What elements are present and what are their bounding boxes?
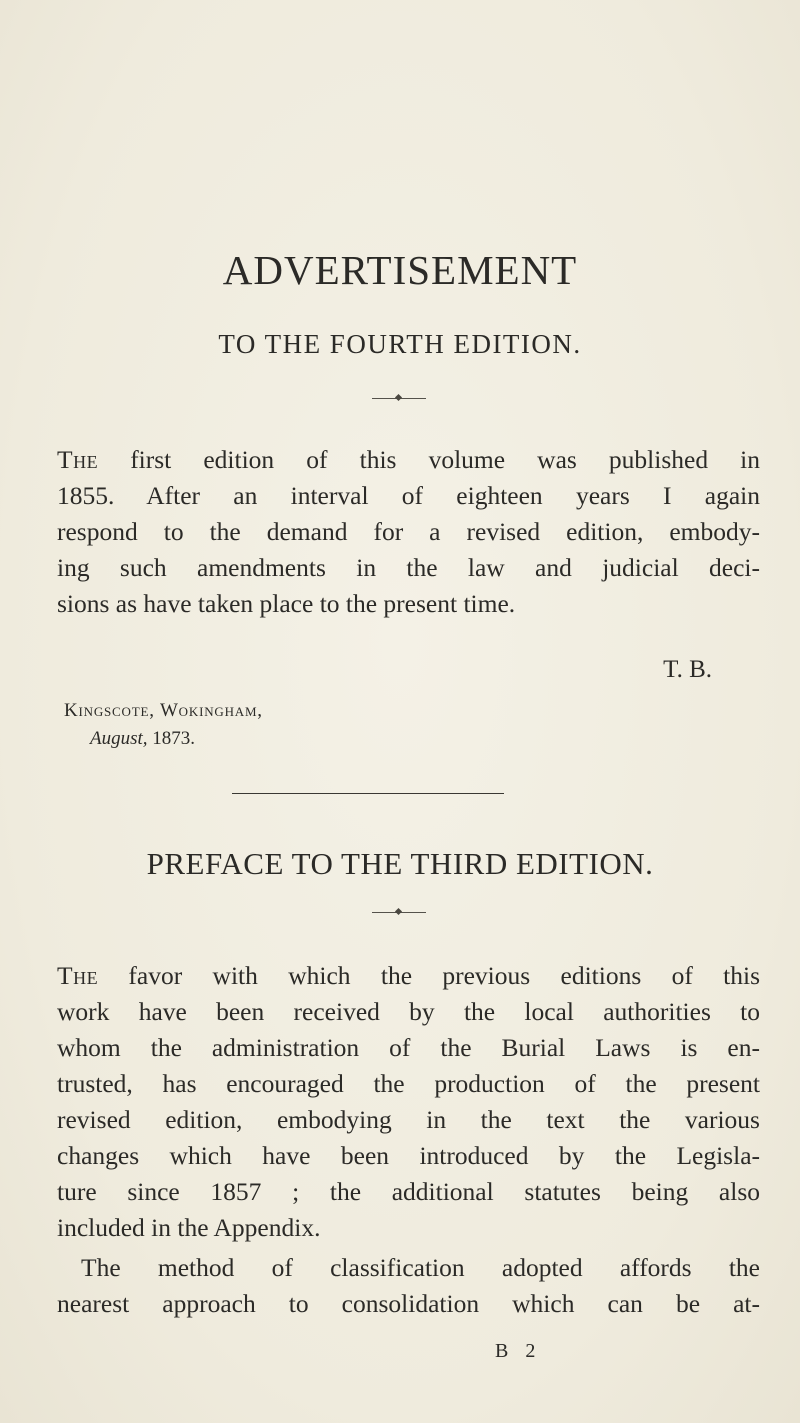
section-rule bbox=[232, 793, 504, 794]
author-initials: T. B. bbox=[663, 656, 712, 683]
advertisement-line-3: respond to the demand for a revised edition, embody- bbox=[57, 517, 760, 546]
preface-line-6: changes which have been introduced by the Legisla- bbox=[57, 1141, 760, 1170]
advertisement-lead-word: The bbox=[57, 445, 99, 474]
advertisement-subtitle: TO THE FOURTH EDITION. bbox=[218, 329, 582, 359]
ornament-divider bbox=[372, 398, 426, 399]
preface-title: PREFACE TO THE THIRD EDITION. bbox=[146, 846, 654, 881]
preface-line-8: included in the Appendix. bbox=[57, 1213, 321, 1242]
date-line bbox=[90, 729, 195, 748]
preface-p2-line-2: nearest approach to consolidation which can be at- bbox=[57, 1289, 760, 1318]
preface-paragraph-2 bbox=[57, 1250, 760, 1322]
preface-p2-line-1: The method of classification adopted affords the bbox=[81, 1253, 760, 1282]
date-month: August, bbox=[90, 728, 148, 749]
advertisement-title: ADVERTISEMENT bbox=[222, 247, 578, 293]
advertisement-line-1: The first edition of this volume was published in bbox=[57, 445, 761, 474]
ornament-divider bbox=[372, 912, 426, 913]
preface-line-3: whom the administration of the Burial Laws is en- bbox=[57, 1033, 760, 1062]
preface-line-4: trusted, has encouraged the production of the present bbox=[57, 1069, 760, 1098]
advertisement-paragraph bbox=[57, 442, 760, 622]
advertisement-line-5: sions as have taken place to the present time. bbox=[57, 589, 516, 618]
advertisement-line-2: 1855. After an interval of eighteen years I again bbox=[57, 481, 760, 510]
preface-line-7: ture since 1857 ; the additional statutes being also bbox=[57, 1177, 760, 1206]
preface-line-5: revised edition, embodying in the text the various bbox=[57, 1105, 760, 1134]
date-year: 1873. bbox=[152, 728, 196, 749]
preface-line-1: The favor with which the previous editions of this bbox=[57, 961, 761, 990]
preface-line-2: work have been received by the local authorities to bbox=[57, 997, 760, 1026]
place-line: Kingscote, Wokingham, bbox=[64, 700, 263, 721]
advertisement-line-4: ing such amendments in the law and judicial deci- bbox=[57, 553, 760, 582]
signature-mark: B 2 bbox=[495, 1340, 542, 1362]
preface-lead-word: The bbox=[57, 961, 99, 990]
preface-paragraph-1 bbox=[57, 958, 760, 1246]
